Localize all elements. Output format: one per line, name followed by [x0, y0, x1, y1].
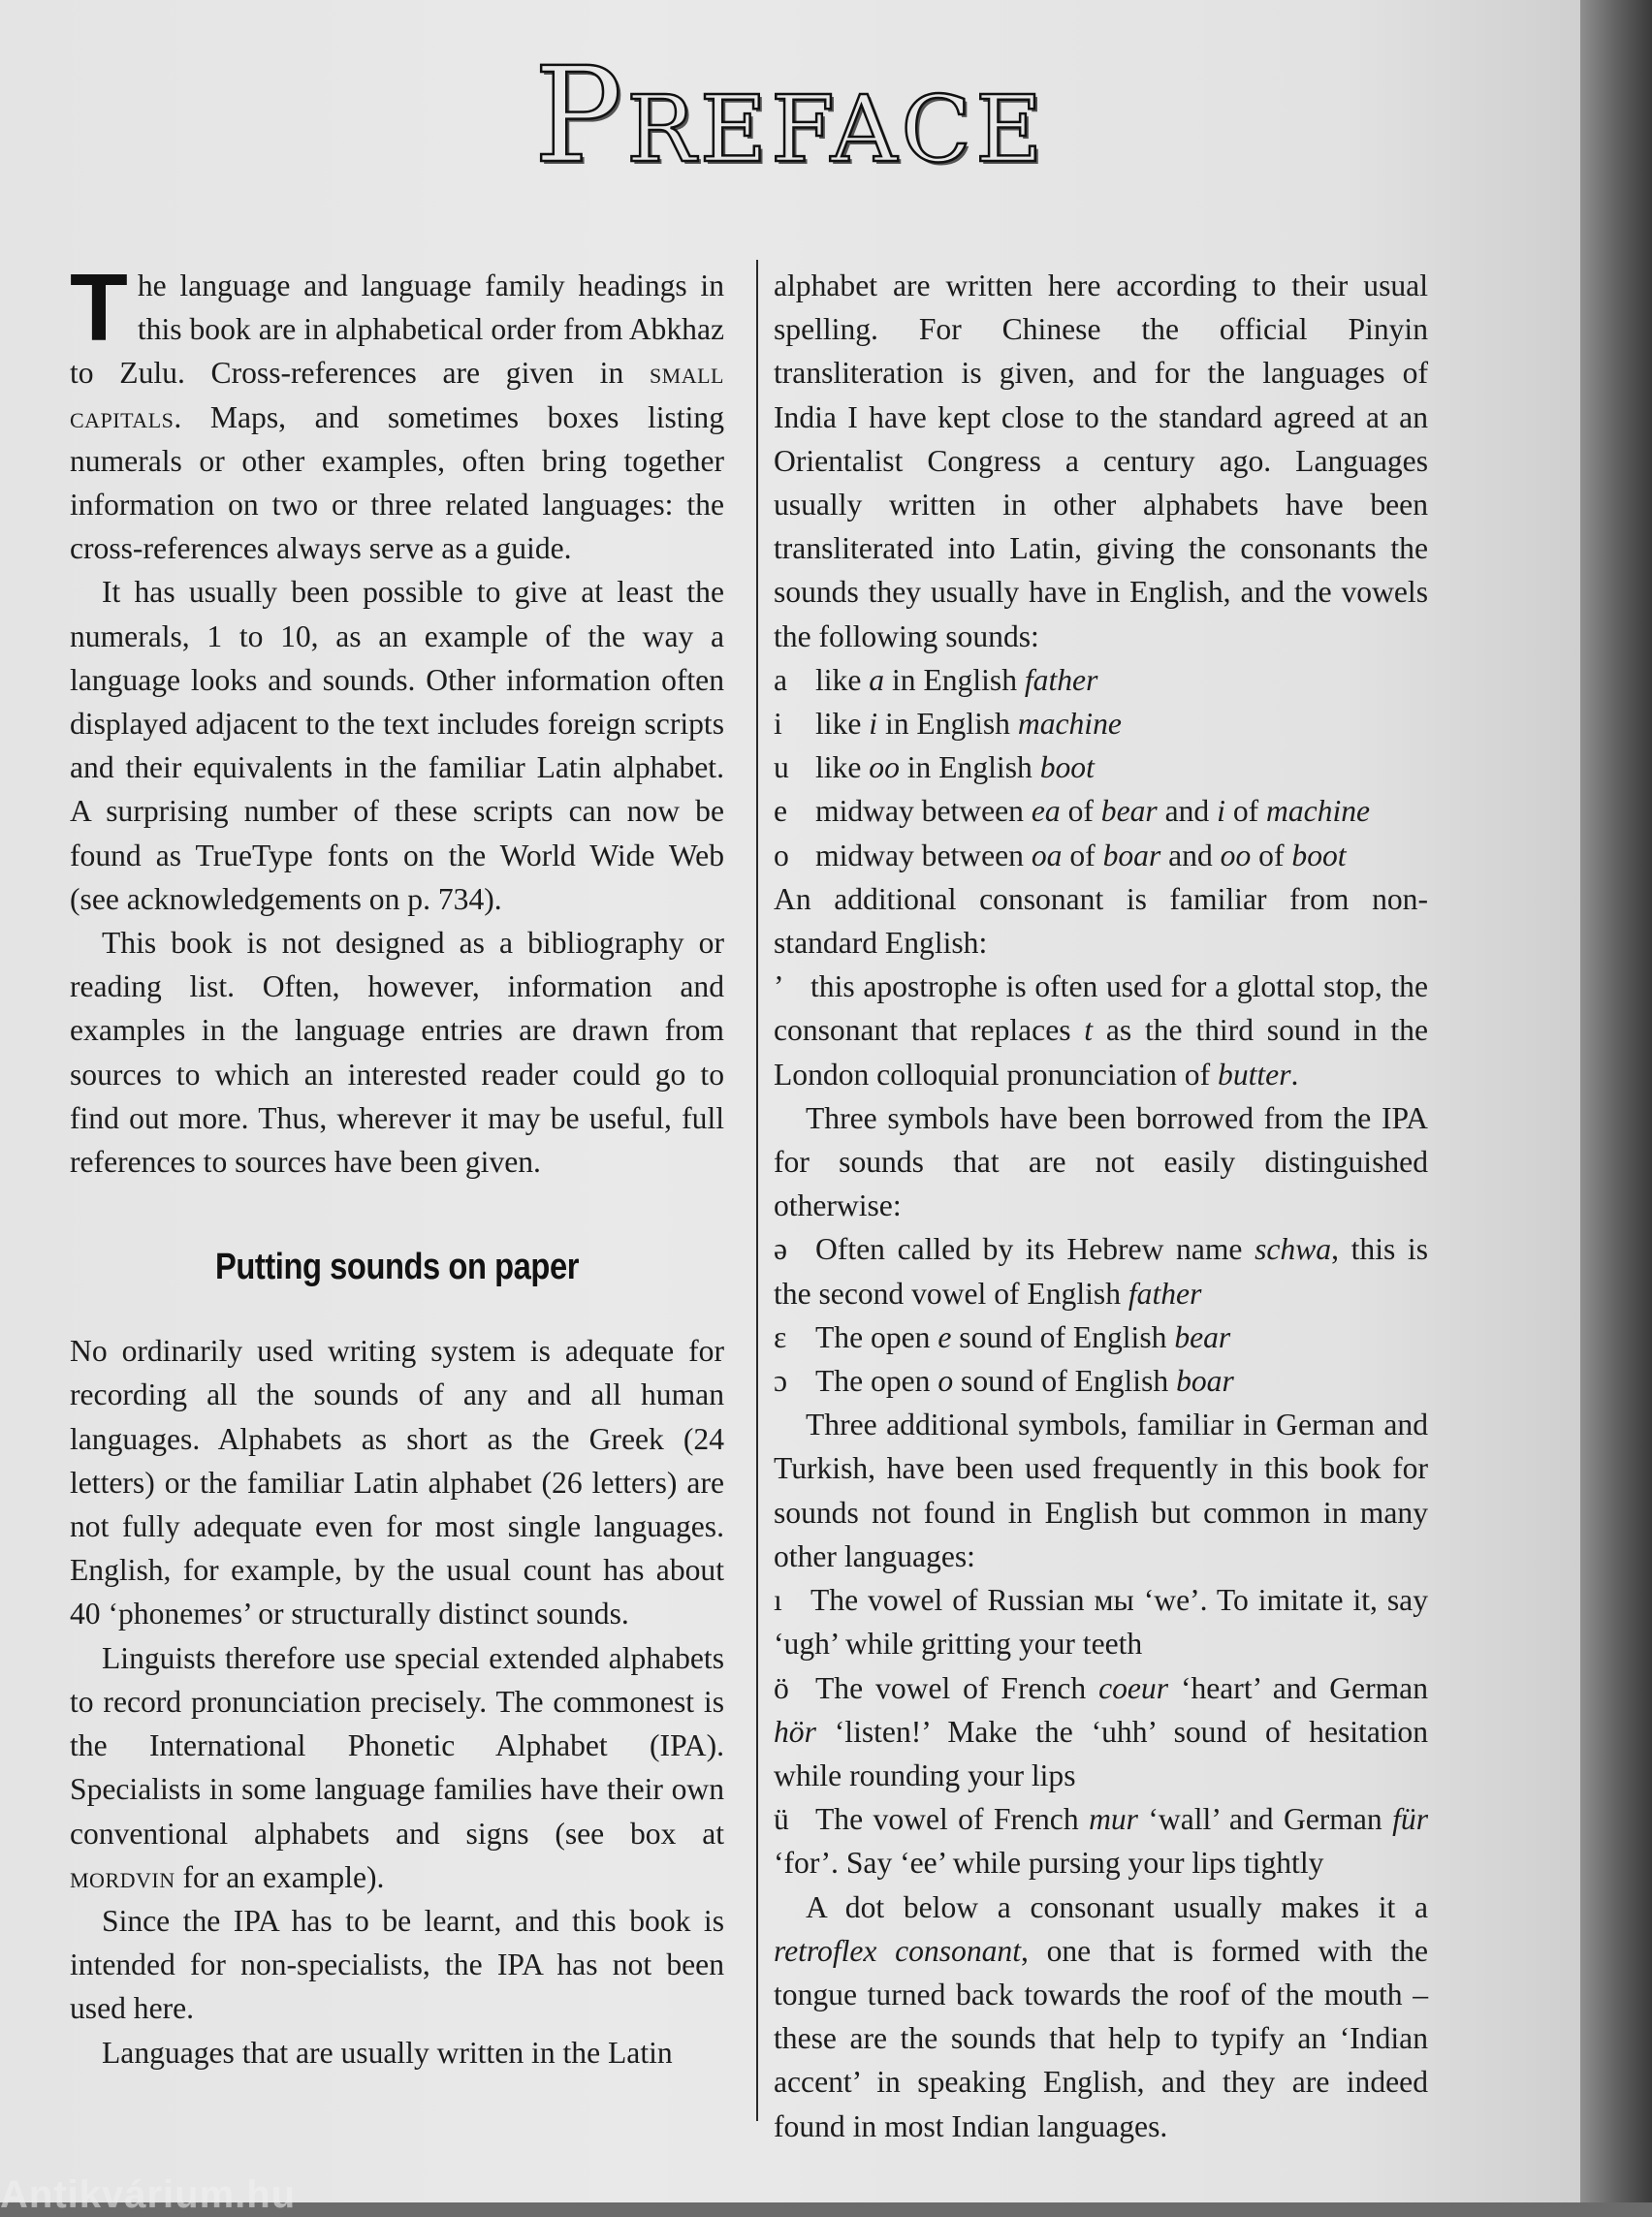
page-title: Preface	[533, 40, 1047, 193]
paragraph: Three additional symbols, familiar in German and Turkish, have been used frequently in this book for sounds not found in English but common in many other languages:	[774, 1408, 1428, 1573]
section-heading: Putting sounds on paper	[214, 1247, 579, 1288]
left-column	[70, 254, 724, 2074]
vowel-row: u like oo in English boot	[774, 750, 1095, 785]
symbol-note: ’ this apostrophe is often used for a glottal stop, the consonant that replaces t as the third sound in the London colloquial pronunciation of butter.	[774, 969, 1428, 1092]
paragraph: Since the IPA has to be learnt, and this book is intended for non-specialists, the IPA has not been used here.	[70, 1903, 724, 2026]
small-caps-text: small capitals	[70, 356, 724, 434]
paragraph: This book is not designed as a bibliography or reading list. Often, however, information and examples in the language entries are drawn from sources to which an interested reader could go to find out more. Thus, wherever it may be useful, full references to sources have been given.	[70, 926, 724, 1180]
watermark-text: Antikvárium.hu	[0, 2173, 297, 2216]
column-divider	[756, 260, 758, 2121]
paragraph: A dot below a consonant usually makes it a retroflex consonant, one that is formed with the tongue turned back towards the roof of the mouth – these are the sounds that help to typify an ‘Indian accent’ in speaking English, and they are indeed found in most Indian languages.	[774, 1889, 1428, 2143]
symbol-note: ı The vowel of Russian мы ‘we’. To imitate it, say ‘ugh’ while gritting your teeth	[774, 1583, 1428, 1662]
paragraph: An additional consonant is familiar from non-standard English:	[774, 881, 1428, 961]
symbol-note: ə Often called by its Hebrew name schwa, this is the second vowel of English father	[774, 1232, 1428, 1311]
vowel-row: a like a in English father	[774, 662, 1098, 697]
paragraph: It has usually been possible to give at least the numerals, 1 to 10, as an example of the way a language looks and sounds. Other information often displayed adjacent to the text includes foreign scripts and their equivalents in the familiar Latin alphabet. A surprising number of these scripts can now be found as TrueType fonts on the World Wide Web (see acknowledgements on p. 734).	[70, 575, 724, 916]
symbol-note: ɔ The open o sound of English boar	[774, 1364, 1234, 1399]
paragraph: alphabet are written here according to their usual spelling. For Chinese the official Pinyin transliteration is given, and for the languages of India I have kept close to the standard agreed at an Orientalist Congress a century ago. Languages usually written in other alphabets have been transliterated into Latin, giving the consonants the sounds they usually have in English, and the vowels the following sounds:	[774, 269, 1428, 653]
paragraph: Three symbols have been borrowed from the IPA for sounds that are not easily distinguished otherwise:	[774, 1100, 1428, 1223]
symbol-note: ö The vowel of French coeur ‘heart’ and German hör ‘listen!’ Make the ‘uhh’ sound of hesitation while rounding your lips	[774, 1670, 1428, 1792]
vowel-row: e midway between ea of bear and i of machine	[774, 794, 1371, 829]
vowel-row: i like i in English machine	[774, 707, 1122, 742]
paragraph: Languages that are usually written in the Latin	[102, 2035, 673, 2070]
small-caps-text: mordvin	[70, 1859, 175, 1894]
intro-paragraph: The language and language family headings in this book are in alphabetical order from Abkhaz to Zulu. Cross-references are given in small capitals. Maps, and sometimes boxes listing numerals or other examples, often bring together information on two or three related languages: the cross-references always serve as a guide.	[70, 254, 724, 566]
vowel-list	[774, 658, 1428, 877]
vowel-row: o midway between oa of boar and oo of boot	[774, 838, 1347, 872]
paragraph: Linguists therefore use special extended alphabets to record pronunciation precisely. The commonest is the International Phonetic Alphabet (IPA). Specialists in some language families have their own conventional alphabets and signs (see box at mordvin for an example).	[70, 1640, 724, 1894]
symbol-note: ɛ The open e sound of English bear	[774, 1319, 1231, 1354]
right-column	[774, 264, 1428, 2148]
symbol-note: ü The vowel of French mur ‘wall’ and German für ‘for’. Say ‘ee’ while pursing your lips tightly	[774, 1802, 1428, 1881]
drop-cap: T	[70, 254, 128, 361]
book-spine-shadow	[1580, 0, 1652, 2202]
paragraph: No ordinarily used writing system is adequate for recording all the sounds of any and all human languages. Alphabets as short as the Greek (24 letters) or the familiar Latin alphabet (26 letters) are not fully adequate even for most single languages. English, for example, by the usual count has about 40 ‘phonemes’ or structurally distinct sounds.	[70, 1334, 724, 1631]
